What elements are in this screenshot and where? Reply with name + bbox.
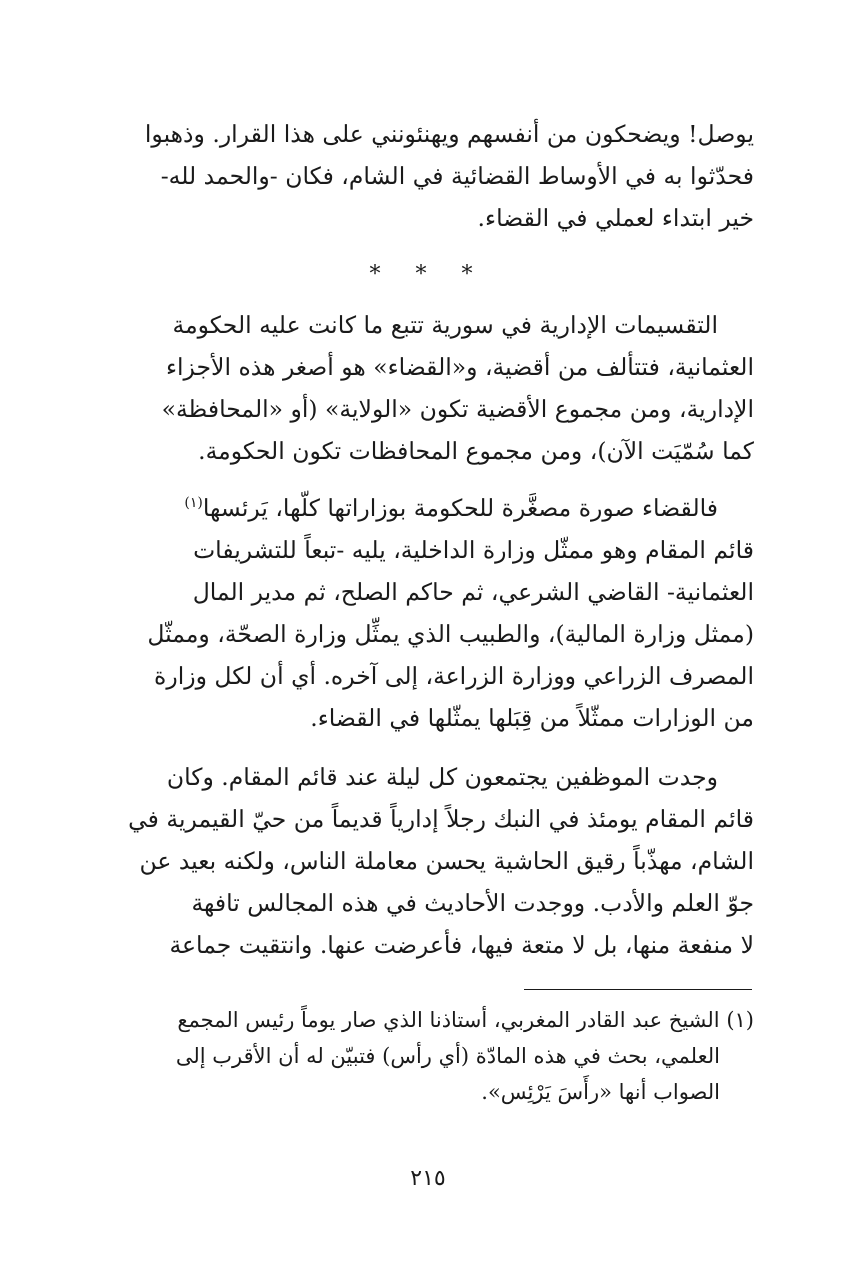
footnote-line: (١) الشيخ عبد القادر المغربي، أستاذنا الذي صار يوماً رئيس المجمع (177, 1008, 754, 1032)
text-line (102, 487, 754, 529)
footnote (102, 1002, 754, 1110)
text-line: قائم المقام وهو ممثّل وزارة الداخلية، يليه -تبعاً للتشريفات (193, 536, 754, 564)
text-line: الإدارية، ومن مجموع الأقضية تكون «الولاية» (أو «المحافظة» (161, 395, 754, 423)
footnote-separator (524, 989, 752, 990)
text-line: العثمانية، فتتألف من أقضية، و«القضاء» هو أصغر هذه الأجزاء (165, 353, 754, 381)
page-number: ٢١٥ (410, 1166, 446, 1191)
text-line: لا منفعة منها، بل لا متعة فيها، فأعرضت عنها. وانتقيت جماعة (169, 931, 754, 959)
footnote-marker[interactable]: (١) (184, 495, 203, 512)
paragraph-4 (102, 756, 754, 966)
text-line: كما سُمّيَت الآن)، ومن مجموع المحافظات تكون الحكومة. (198, 437, 754, 465)
footnote-line: العلمي، بحث في هذه المادّة (أي رأس) فتبيّن له أن الأقرب إلى (175, 1044, 720, 1068)
text-line: المصرف الزراعي ووزارة الزراعة، إلى آخره. أي أن لكل وزارة (154, 662, 754, 690)
paragraph-2 (102, 304, 754, 472)
paragraph-1 (102, 113, 754, 239)
text-line: جوّ العلم والأدب. ووجدت الأحاديث في هذه المجالس تافهة (191, 889, 754, 917)
paragraph-3-first-text: فالقضاء صورة مصغَّرة للحكومة بوزاراتها كلّها، يَرئسها (202, 494, 718, 522)
paragraph-3 (102, 487, 754, 739)
text-line: التقسيمات الإدارية في سورية تتبع ما كانت عليه الحكومة (172, 311, 718, 339)
text-line: فحدّثوا به في الأوساط القضائية في الشام، فكان -والحمد لله- (160, 162, 754, 190)
text-line: خير ابتداء لعملي في القضاء. (477, 204, 754, 232)
footnote-line: الصواب أنها «رأَسَ يَرْئِس». (481, 1080, 720, 1104)
text-line: يوصل! ويضحكون من أنفسهم ويهنئونني على هذا القرار. وذهبوا (144, 120, 754, 148)
text-line: قائم المقام يومئذ في النبك رجلاً إدارياً قديماً من حيّ القيمرية في (128, 805, 754, 833)
text-line: من الوزارات ممثّلاً من قِبَلها يمثّلها في القضاء. (310, 704, 754, 732)
text-line: الشام، مهذّباً رقيق الحاشية يحسن معاملة الناس، ولكنه بعيد عن (139, 847, 754, 875)
section-divider: * * * (369, 262, 487, 287)
text-line: العثمانية- القاضي الشرعي، ثم حاكم الصلح، ثم مدير المال (192, 578, 754, 606)
text-line: وجدت الموظفين يجتمعون كل ليلة عند قائم المقام. وكان (166, 763, 718, 791)
text-line: (ممثل وزارة المالية)، والطبيب الذي يمثِّل وزارة الصحّة، وممثّل (147, 620, 754, 648)
